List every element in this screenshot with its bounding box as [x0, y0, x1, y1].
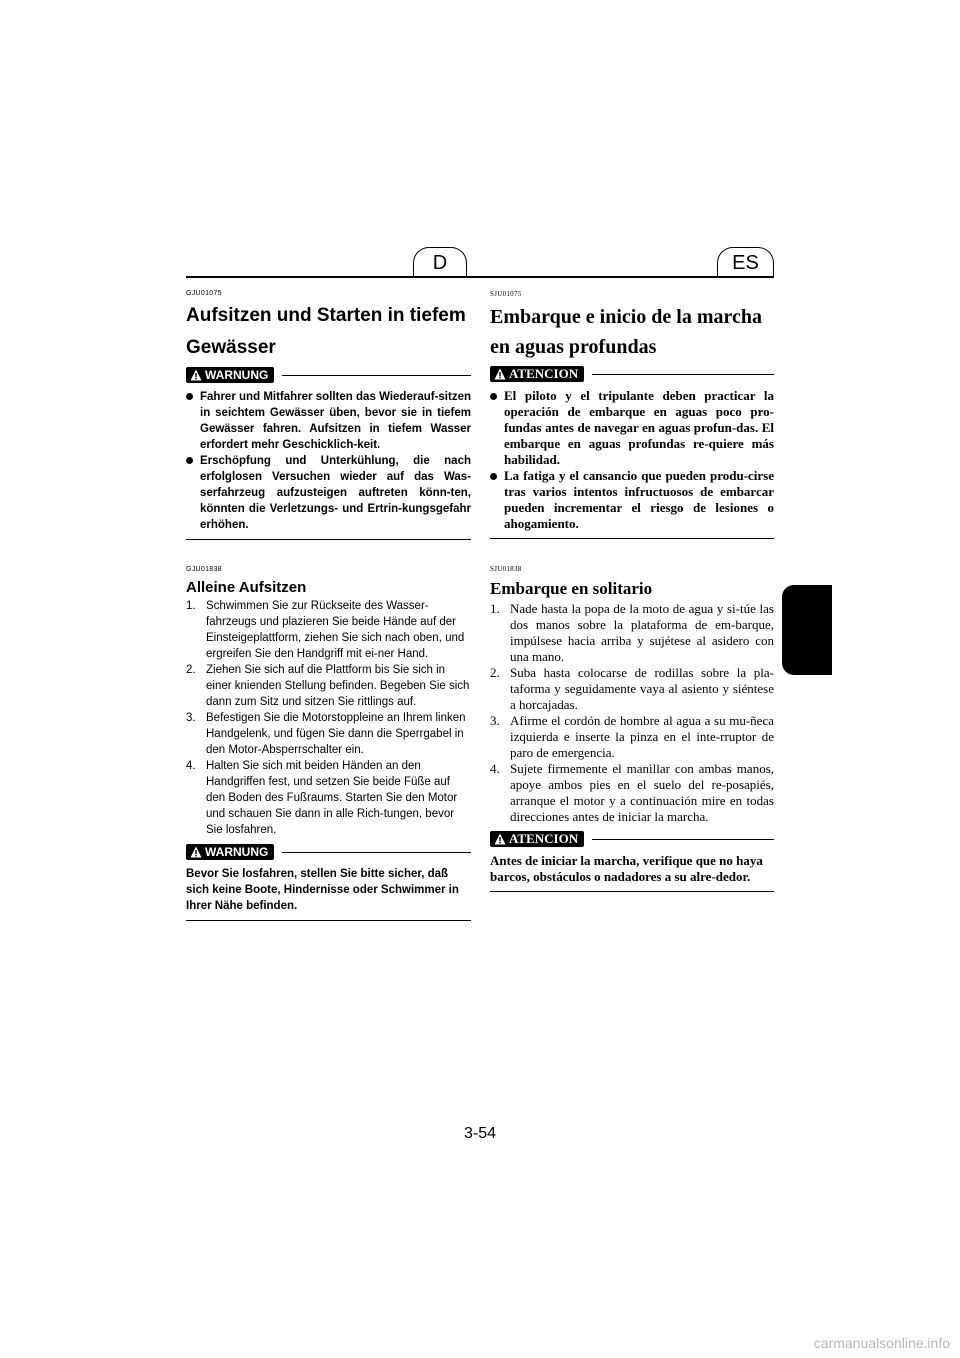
warning-header [186, 367, 471, 383]
section-code: SJU01838 [490, 565, 522, 573]
warning-header [186, 844, 471, 860]
warning-triangle-icon [494, 833, 506, 845]
section-code: GJU01075 [186, 290, 222, 297]
warning-badge: WARNUNG [186, 367, 274, 383]
warning-badge: ATENCION [490, 366, 584, 382]
section-title: Embarque e inicio de la marcha en aguas profundas [490, 306, 763, 358]
list-item: 2. Ziehen Sie sich auf die Plattform bis Sie sich in einer knienden Stellung befinden. Begeben Sie sich dann zum Sitz und sitzen Sie rittlings auf. [186, 664, 470, 708]
list-item: 1. Nade hasta la popa de la moto de agua y si-túe las dos manos sobre la plataforma de em-barque, impúlsese hacia arriba y sujétese al asidero con una mano. [490, 601, 774, 664]
list-item: 3. Befestigen Sie die Motorstoppleine an Ihrem linken Handgelenk, und fügen Sie dann die Sperrgabel in den Motor-Absperrschalter ein. [186, 712, 466, 756]
warning-badge: ATENCION [490, 831, 584, 847]
bullet-icon [186, 389, 200, 453]
steps-list [186, 598, 471, 838]
list-item: Fahrer und Mitfahrer sollten das Wiederauf-sitzen in seichtem Gewässer üben, bevor sie in tiefem Gewässer fahren. Aufsitzen in tiefem Wasser erfordert mehr Geschicklich-keit. [186, 389, 471, 453]
language-tab-es: ES [717, 247, 774, 277]
warning-triangle-icon [190, 369, 202, 381]
bullet-icon [490, 388, 504, 468]
warning-body: Bevor Sie losfahren, stellen Sie bitte sicher, daß sich keine Boote, Hindernisse oder Schwimmer in Ihrer Nähe befinden. [186, 860, 471, 921]
list-item: El piloto y el tripulante deben practicar la operación de embarque en aguas poco pro-fundas antes de navegar en aguas profun-das. El embarque en aguas profundas re-quiere más habilidad. [490, 388, 774, 468]
warning-body [490, 382, 774, 539]
page-number: 3-54 [463, 1125, 497, 1142]
list-item: Erschöpfung und Unterkühlung, die nach erfolglosen Versuchen wieder auf das Was-serfahrzeug aufzusteigen auftreten könn-ten, könnten die Verletzungs- und Ertrin-kungsgefahr erhöhen. [186, 453, 471, 533]
warning-header [490, 366, 774, 382]
watermark: carmanualsonline.info [813, 1335, 950, 1351]
bullet-icon [490, 468, 504, 532]
column-german [186, 290, 471, 921]
list-item: 3. Afirme el cordón de hombre al agua a su mu-ñeca izquierda e inserte la pinza en el inte-rruptor de paro de emergencia. [490, 713, 774, 760]
section-code: GJU01838 [186, 566, 222, 573]
language-tab-de: D [413, 247, 467, 277]
warning-body [186, 383, 471, 540]
column-spanish [490, 290, 774, 892]
section-code: SJU01075 [490, 290, 522, 298]
list-item: 2. Suba hasta colocarse de rodillas sobre la pla-taforma y seguidamente vaya al asiento y siéntese a horcajadas. [490, 665, 774, 712]
list-item: 4. Halten Sie sich mit beiden Händen an den Handgriffen fest, und setzen Sie beide Füße auf den Boden des Fußraums. Starten Sie den Motor und schauen Sie dann in alle Rich-tungen, bevor Sie losfahren. [186, 760, 458, 836]
warning-body: Antes de iniciar la marcha, verifique que no haya barcos, obstáculos o nadadores a su alre-dedor. [490, 847, 774, 892]
section-title: Alleine Aufsitzen [186, 579, 307, 596]
warning-triangle-icon [190, 846, 202, 858]
list-item: La fatiga y el cansancio que pueden produ-cirse tras varios intentos infructuosos de embarcar pueden incrementar el riesgo de lesiones o ahogamiento. [490, 468, 774, 532]
section-title: Aufsitzen und Starten in tiefem Gewässer [186, 305, 466, 358]
warning-triangle-icon [494, 368, 506, 380]
bullet-icon [186, 453, 200, 533]
section-title: Embarque en solitario [490, 579, 653, 598]
header-rule [186, 276, 774, 278]
chapter-tab-marker [782, 585, 832, 675]
list-item: 4. Sujete firmemente el manillar con ambas manos, apoye ambos pies en el suelo del re-posapiés, arranque el motor y a continuación mire en todas direcciones antes de iniciar la marcha. [490, 761, 774, 824]
warning-badge: WARNUNG [186, 844, 274, 860]
steps-list [490, 601, 774, 825]
list-item: 1. Schwimmen Sie zur Rückseite des Wasser-fahrzeugs und plazieren Sie beide Hände auf der Einsteigeplattform, ziehen Sie sich nach oben, und ergreifen Sie den Handgriff mit ei-ner Hand. [186, 600, 465, 660]
warning-header [490, 831, 774, 847]
